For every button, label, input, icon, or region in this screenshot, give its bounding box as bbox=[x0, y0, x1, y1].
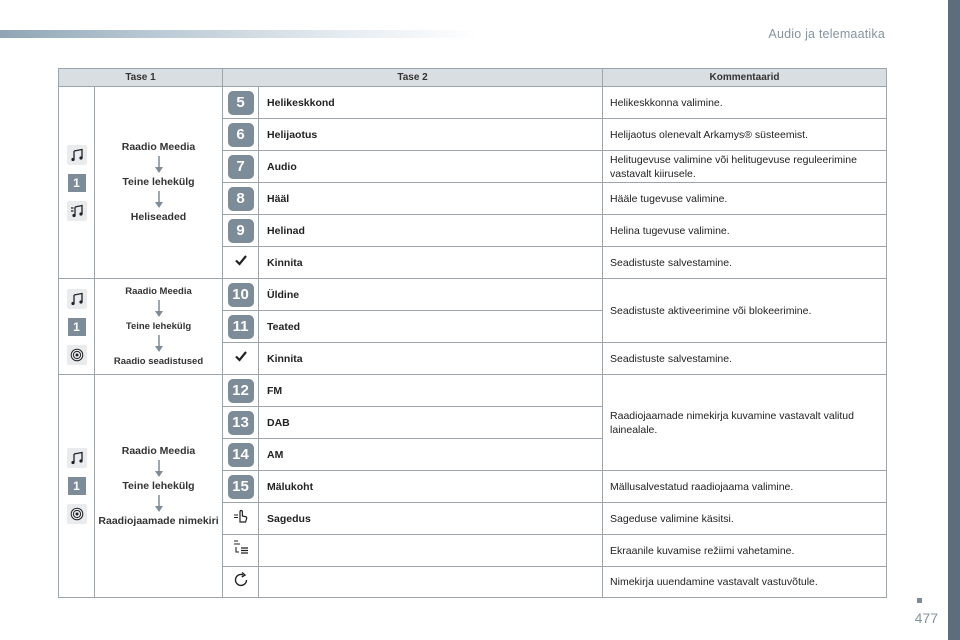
setting-comment: Seadistuste aktiveerimine või blokeerimine. bbox=[603, 279, 887, 343]
settings-table bbox=[58, 68, 887, 598]
setting-name: Helinad bbox=[259, 215, 603, 247]
number-badge: 5 bbox=[228, 91, 254, 115]
badge-cell bbox=[223, 407, 259, 439]
nav-radio-media: Raadio Meedia bbox=[125, 286, 192, 297]
music-note-icon bbox=[67, 145, 87, 165]
column-header-level1: Tase 1 bbox=[59, 69, 223, 87]
setting-name bbox=[259, 535, 603, 567]
group2-icons bbox=[59, 279, 95, 375]
badge-cell bbox=[223, 215, 259, 247]
setting-name: Üldine bbox=[259, 279, 603, 311]
setting-name bbox=[259, 567, 603, 598]
setting-comment: Raadiojaamade nimekirja kuvamine vastavalt valitud lainealale. bbox=[603, 375, 887, 471]
check-icon bbox=[234, 253, 248, 267]
setting-comment: Nimekirja uuendamine vastavalt vastuvõtule. bbox=[603, 567, 887, 598]
header-decoration-bar bbox=[0, 30, 480, 38]
setting-name: Teated bbox=[259, 311, 603, 343]
badge-cell bbox=[223, 311, 259, 343]
music-settings-icon bbox=[67, 201, 87, 221]
setting-comment: Helijaotus olenevalt Arkamys® süsteemist. bbox=[603, 119, 887, 151]
setting-comment: Helina tugevuse valimine. bbox=[603, 215, 887, 247]
setting-comment: Helitugevuse valimine või helitugevuse reguleerimine vastavalt kiirusele. bbox=[603, 151, 887, 183]
down-arrow-icon bbox=[154, 460, 164, 478]
header-title: Audio ja telemaatika bbox=[768, 27, 885, 41]
down-arrow-icon bbox=[154, 156, 164, 174]
setting-comment: Hääle tugevuse valimine. bbox=[603, 183, 887, 215]
nav-station-list: Raadiojaamade nimekiri bbox=[98, 514, 219, 527]
down-arrow-icon bbox=[154, 335, 164, 353]
setting-name: Kinnita bbox=[259, 343, 603, 375]
number-badge: 15 bbox=[228, 475, 254, 499]
badge-cell bbox=[223, 503, 259, 535]
nav-radio-media: Raadio Meedia bbox=[121, 141, 196, 153]
setting-name: AM bbox=[259, 439, 603, 471]
badge-cell bbox=[223, 119, 259, 151]
music-note-icon bbox=[67, 289, 87, 309]
display-mode-icon bbox=[232, 539, 250, 557]
nav-second-page: Teine lehekülg bbox=[125, 321, 192, 332]
check-icon bbox=[234, 349, 248, 363]
down-arrow-icon bbox=[154, 495, 164, 513]
group2-nav-path bbox=[95, 279, 223, 375]
number-badge: 12 bbox=[228, 379, 254, 403]
setting-name: Sagedus bbox=[259, 503, 603, 535]
badge-cell bbox=[223, 343, 259, 375]
badge-cell bbox=[223, 535, 259, 567]
badge-cell bbox=[223, 183, 259, 215]
setting-name: Helijaotus bbox=[259, 119, 603, 151]
setting-comment: Mällusalvestatud raadiojaama valimine. bbox=[603, 471, 887, 503]
group1-icons bbox=[59, 87, 95, 279]
number-badge: 6 bbox=[228, 123, 254, 147]
setting-comment: Seadistuste salvestamine. bbox=[603, 247, 887, 279]
radio-wave-icon bbox=[67, 345, 87, 365]
nav-sound-settings: Heliseaded bbox=[130, 211, 187, 223]
nav-radio-media: Raadio Meedia bbox=[121, 444, 196, 457]
badge-cell bbox=[223, 471, 259, 503]
group1-nav-path bbox=[95, 87, 223, 279]
setting-comment: Ekraanile kuvamise režiimi vahetamine. bbox=[603, 535, 887, 567]
hand-touch-icon bbox=[232, 507, 250, 525]
setting-comment: Seadistuste salvestamine. bbox=[603, 343, 887, 375]
down-arrow-icon bbox=[154, 300, 164, 318]
page-number: 477 bbox=[914, 610, 938, 626]
number-badge: 7 bbox=[228, 155, 254, 179]
column-header-comments: Kommentaarid bbox=[603, 69, 887, 87]
column-header-level2: Tase 2 bbox=[223, 69, 603, 87]
badge-cell bbox=[223, 567, 259, 598]
number-badge: 14 bbox=[228, 443, 254, 467]
radio-wave-icon bbox=[67, 504, 87, 524]
setting-name: Hääl bbox=[259, 183, 603, 215]
badge-cell bbox=[223, 87, 259, 119]
side-strip bbox=[948, 0, 960, 640]
setting-name: DAB bbox=[259, 407, 603, 439]
badge-cell bbox=[223, 439, 259, 471]
setting-name: FM bbox=[259, 375, 603, 407]
number-badge: 13 bbox=[228, 411, 254, 435]
setting-comment: Helikeskkonna valimine. bbox=[603, 87, 887, 119]
setting-name: Mälukoht bbox=[259, 471, 603, 503]
number-badge: 9 bbox=[228, 219, 254, 243]
level1-badge: 1 bbox=[68, 477, 86, 495]
nav-second-page: Teine lehekülg bbox=[122, 176, 195, 188]
number-badge: 10 bbox=[228, 283, 254, 307]
corner-marker bbox=[917, 598, 922, 603]
badge-cell bbox=[223, 375, 259, 407]
down-arrow-icon bbox=[154, 191, 164, 209]
setting-name: Helikeskkond bbox=[259, 87, 603, 119]
nav-radio-settings: Raadio seadistused bbox=[113, 356, 204, 367]
level1-badge: 1 bbox=[68, 174, 86, 192]
level1-badge: 1 bbox=[68, 318, 86, 336]
group3-nav-path bbox=[95, 375, 223, 598]
number-badge: 8 bbox=[228, 187, 254, 211]
setting-comment: Sageduse valimine käsitsi. bbox=[603, 503, 887, 535]
group3-icons bbox=[59, 375, 95, 598]
music-note-icon bbox=[67, 448, 87, 468]
refresh-icon bbox=[232, 571, 250, 589]
badge-cell bbox=[223, 279, 259, 311]
badge-cell bbox=[223, 151, 259, 183]
setting-name: Audio bbox=[259, 151, 603, 183]
setting-name: Kinnita bbox=[259, 247, 603, 279]
number-badge: 11 bbox=[228, 315, 254, 339]
nav-second-page: Teine lehekülg bbox=[122, 479, 195, 492]
badge-cell bbox=[223, 247, 259, 279]
